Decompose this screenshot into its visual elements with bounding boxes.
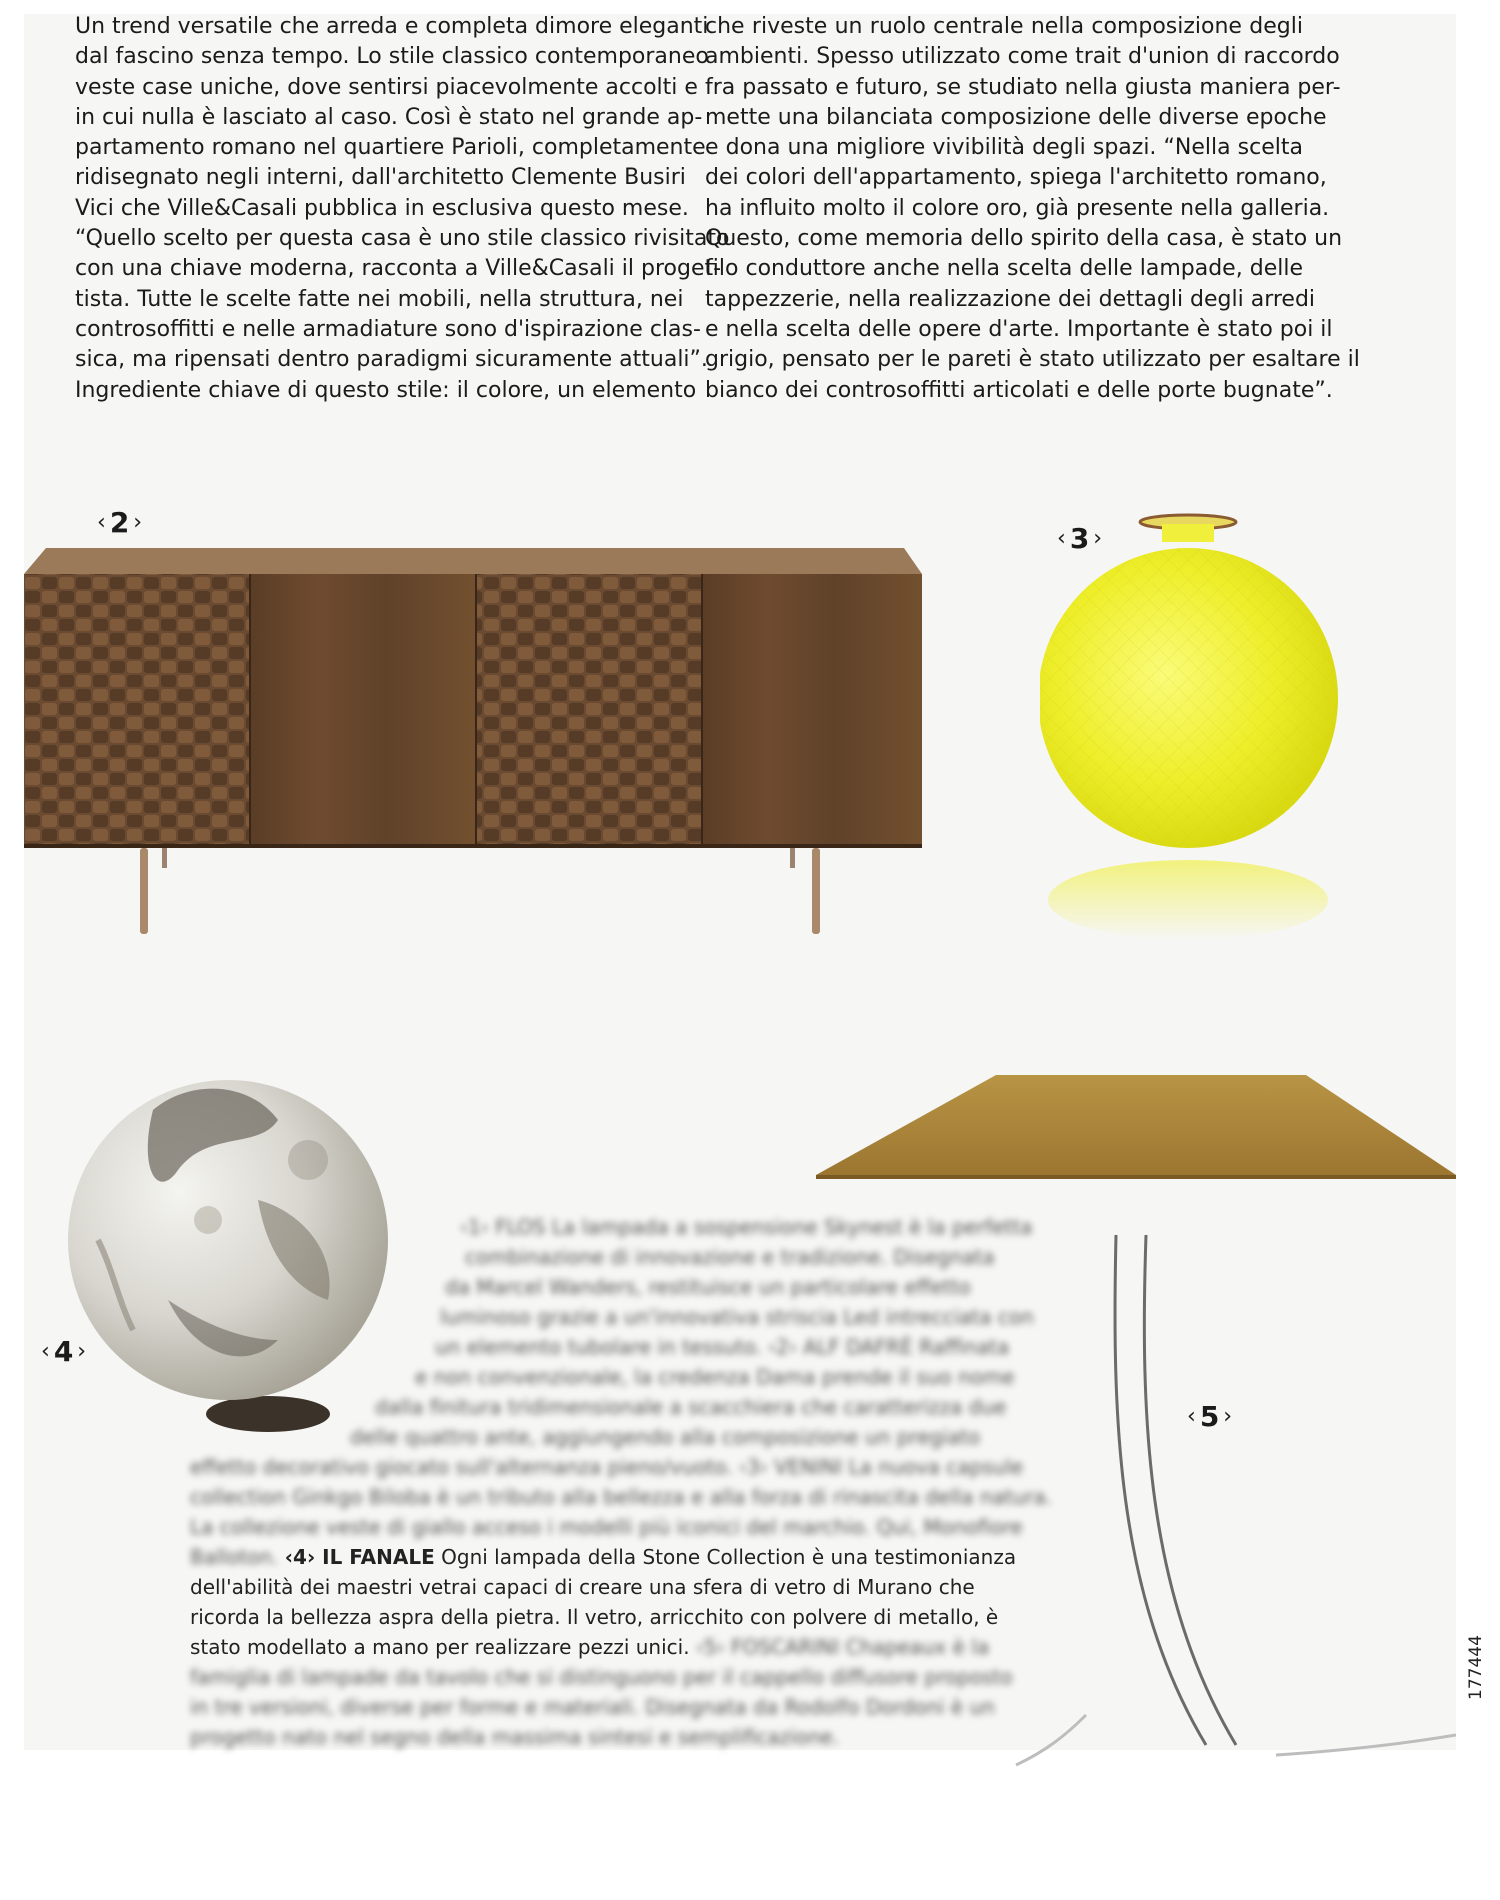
caption-line: La collezione veste di giallo acceso i modelli più iconici del marchio. Qui, Monofiore <box>190 1515 1023 1539</box>
text-line: mette una bilanciata composizione delle diverse epoche <box>705 104 1327 130</box>
vase-image <box>1040 510 1360 950</box>
vase-reflection <box>1048 860 1328 940</box>
sideboard-door <box>476 574 702 846</box>
text-line: dei colori dell'appartamento, spiega l'architetto romano, <box>705 165 1327 191</box>
text-line: con una chiave moderna, racconta a Ville&Casali il proget- <box>75 256 722 282</box>
product-number-2: ‹ 2 › <box>97 506 143 539</box>
sideboard-leg <box>812 848 820 934</box>
text-line: ambienti. Spesso utilizzato come trait d'union di raccordo <box>705 44 1340 70</box>
sideboard-door <box>702 574 922 846</box>
caption-brand-label: ‹4› IL FANALE <box>284 1545 435 1569</box>
lamp-shade <box>816 1075 1456 1175</box>
text-line: veste case uniche, dove sentirsi piacevolmente accolti e <box>75 74 698 100</box>
product-captions <box>190 1212 1070 1752</box>
text-line: e dona una migliore vivibilità degli spazi. “Nella scelta <box>705 135 1303 161</box>
caption-line: effetto decorativo giocato sull'alternanza pieno/vuoto. ‹3› VENINI La nuova capsule <box>190 1455 1024 1479</box>
sideboard-top <box>24 548 922 574</box>
caption-line: da Marcel Wanders, restituisce un particolare effetto <box>445 1275 971 1299</box>
product-number-5: ‹ 5 › <box>1187 1400 1233 1433</box>
caption-fragment: Ogni lampada della Stone Collection è una testimonianza <box>441 1545 1017 1569</box>
sideboard-leg <box>140 848 148 934</box>
caption-line: dalla finitura tridimensionale a scacchiera che caratterizza due <box>375 1395 1007 1419</box>
text-line: che riveste un ruolo centrale nella composizione degli <box>705 14 1303 39</box>
caption-line: ricorda la bellezza aspra della pietra. Il vetro, arricchito con polvere di metallo, è <box>190 1605 999 1629</box>
caption-fragment: stato modellato a mano per realizzare pezzi unici. <box>190 1635 690 1659</box>
caption-line: e non convenzionale, la credenza Dama prende il suo nome <box>415 1365 1015 1389</box>
caption-line: in tre versioni, diverse per forme e materiali. Disegnata da Rodolfo Dordoni è un <box>190 1695 995 1719</box>
product-number-3: ‹ 3 › <box>1057 522 1103 555</box>
caption-line: combinazione di innovazione e tradizione. Disegnata <box>465 1245 995 1269</box>
text-line: tappezzerie, nella realizzazione dei dettagli degli arredi <box>705 286 1316 312</box>
caption-line <box>190 1542 1070 1572</box>
text-line: ha influito molto il colore oro, già presente nella galleria. <box>705 195 1330 221</box>
article-left-column <box>75 12 730 406</box>
page-reference-code: 177444 <box>1466 1635 1486 1700</box>
text-line: controsoffitti e nelle armadiature sono d'ispirazione clas- <box>75 316 701 342</box>
caption-line: delle quattro ante, aggiungendo alla composizione un pregiato <box>350 1425 981 1449</box>
caption-line: progetto nato nel segno della massima sintesi e semplificazione. <box>190 1725 840 1749</box>
text-line: “Quello scelto per questa casa è uno stile classico rivisitato <box>75 226 730 252</box>
text-line: fra passato e futuro, se studiato nella giusta maniera per- <box>705 74 1341 100</box>
text-line: ridisegnato negli interni, dall'architetto Clemente Busiri <box>75 165 686 191</box>
text-line: partamento romano nel quartiere Parioli, completamente <box>75 135 706 161</box>
text-line: in cui nulla è lasciato al caso. Così è stato nel grande ap- <box>75 104 703 130</box>
text-line: Vici che Ville&Casali pubblica in esclusiva questo mese. <box>75 195 689 221</box>
text-line: dal fascino senza tempo. Lo stile classico contemporaneo <box>75 44 709 70</box>
text-line: e nella scelta delle opere d'arte. Importante è stato poi il <box>705 316 1333 342</box>
text-line: bianco dei controsoffitti articolati e delle porte bugnate”. <box>705 377 1333 403</box>
sideboard-door <box>250 574 476 846</box>
caption-line: dell'abilità dei maestri vetrai capaci di creare una sfera di vetro di Murano che <box>190 1575 975 1599</box>
text-line: tista. Tutte le scelte fatte nei mobili, nella struttura, nei <box>75 286 684 312</box>
caption-line: famiglia di lampade da tavolo che si distinguono per il cappello diffusore proposto <box>190 1665 1013 1689</box>
article-right-column <box>705 12 1360 406</box>
text-line: Questo, come memoria dello spirito della casa, è stato un <box>705 226 1343 252</box>
caption-line: ‹1› FLOS La lampada a sospensione Skynest è la perfetta <box>460 1215 1033 1239</box>
caption-line: luminoso grazie a un'innovativa striscia Led intrecciata con <box>440 1305 1034 1329</box>
lamp-stem <box>1115 1235 1206 1745</box>
caption-line: collection Ginkgo Biloba è un tributo alla bellezza e alla forza di rinascita della natura. <box>190 1485 1053 1509</box>
sideboard-door <box>24 574 250 846</box>
text-line: sica, ma ripensati dentro paradigmi sicuramente attuali”. <box>75 347 708 373</box>
text-line: filo conduttore anche nella scelta delle lampade, delle <box>705 256 1303 282</box>
text-line: grigio, pensato per le pareti è stato utilizzato per esaltare il <box>705 347 1360 373</box>
sideboard-image <box>24 548 944 938</box>
caption-line <box>190 1632 1070 1662</box>
text-line: Ingrediente chiave di questo stile: il colore, un elemento <box>75 377 697 403</box>
product-number-4: ‹ 4 › <box>41 1335 87 1368</box>
caption-line: un elemento tubolare in tessuto. ‹2› ALF DAFRÈ Raffinata <box>435 1335 1010 1359</box>
text-line: Un trend versatile che arreda e completa dimore eleganti <box>75 14 709 39</box>
caption-fragment: ‹5› FOSCARINI Chapeaux è la <box>695 1635 990 1659</box>
caption-fragment: Balloton. <box>190 1545 279 1569</box>
